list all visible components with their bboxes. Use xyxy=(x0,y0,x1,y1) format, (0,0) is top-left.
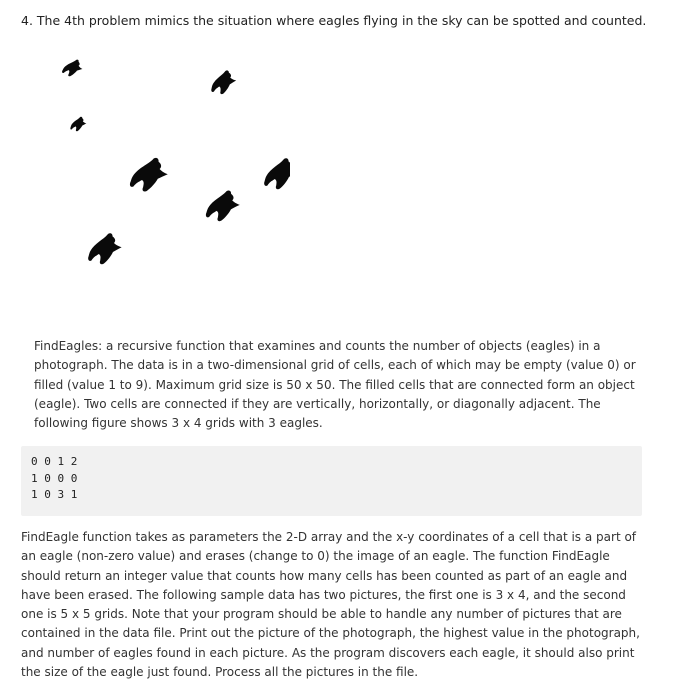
problem-heading: 4. The 4th problem mimics the situation where eagles flying in the sky can be spotted and counted. xyxy=(21,13,647,28)
eagle-6 xyxy=(202,189,242,223)
grid-row-1: 0 0 1 2 xyxy=(31,455,78,468)
eagle-2 xyxy=(69,116,88,132)
eagle-1 xyxy=(62,60,82,77)
eagle-7 xyxy=(84,231,124,266)
findeagles-description: FindEagles: a recursive function that examines and counts the number of objects (eagles) in a photograph. The data is in a two-dimensional grid of cells, each of which may be empty (value 0) or filled (value 1 to 9). Maximum grid size is 50 x 50. The filled cells that are connected form an object (eagle). Two cells are connected if they are vertically, horizontally, or diagonally adjacent. The following figure shows 3 x 4 grids with 3 eagles. xyxy=(34,339,636,431)
eagle-4 xyxy=(127,157,170,194)
eagles-photo xyxy=(58,56,290,298)
eagles-illustration xyxy=(58,56,290,298)
grid-row-3: 1 0 3 1 xyxy=(31,488,78,502)
sample-grid xyxy=(31,454,77,504)
findeagle-function-description: FindEagle function takes as parameters the 2-D array and the x-y coordinates of a cell that is a part of an eagle (non-zero value) and erases (change to 0) the image of an eagle. The function FindEagle should return an integer value that counts how many cells has been counted as part of an eagle and have been erased. The following sample data has two pictures, the first one is 3 x 4, and the second one is 5 x 5 grids. Note that your program should be able to handle any number of pictures that are contained in the data file. Print out the picture of the photograph, the highest value in the photograph, and number of eagles found in each picture. As the program discovers each eagle, it should also print the size of the eagle just found. Process all the pictures in the file. xyxy=(21,530,640,680)
sample-grid-block xyxy=(21,446,642,516)
eagle-5 xyxy=(260,156,290,191)
grid-row-2: 1 0 0 0 xyxy=(31,471,78,485)
eagle-3 xyxy=(207,69,238,97)
